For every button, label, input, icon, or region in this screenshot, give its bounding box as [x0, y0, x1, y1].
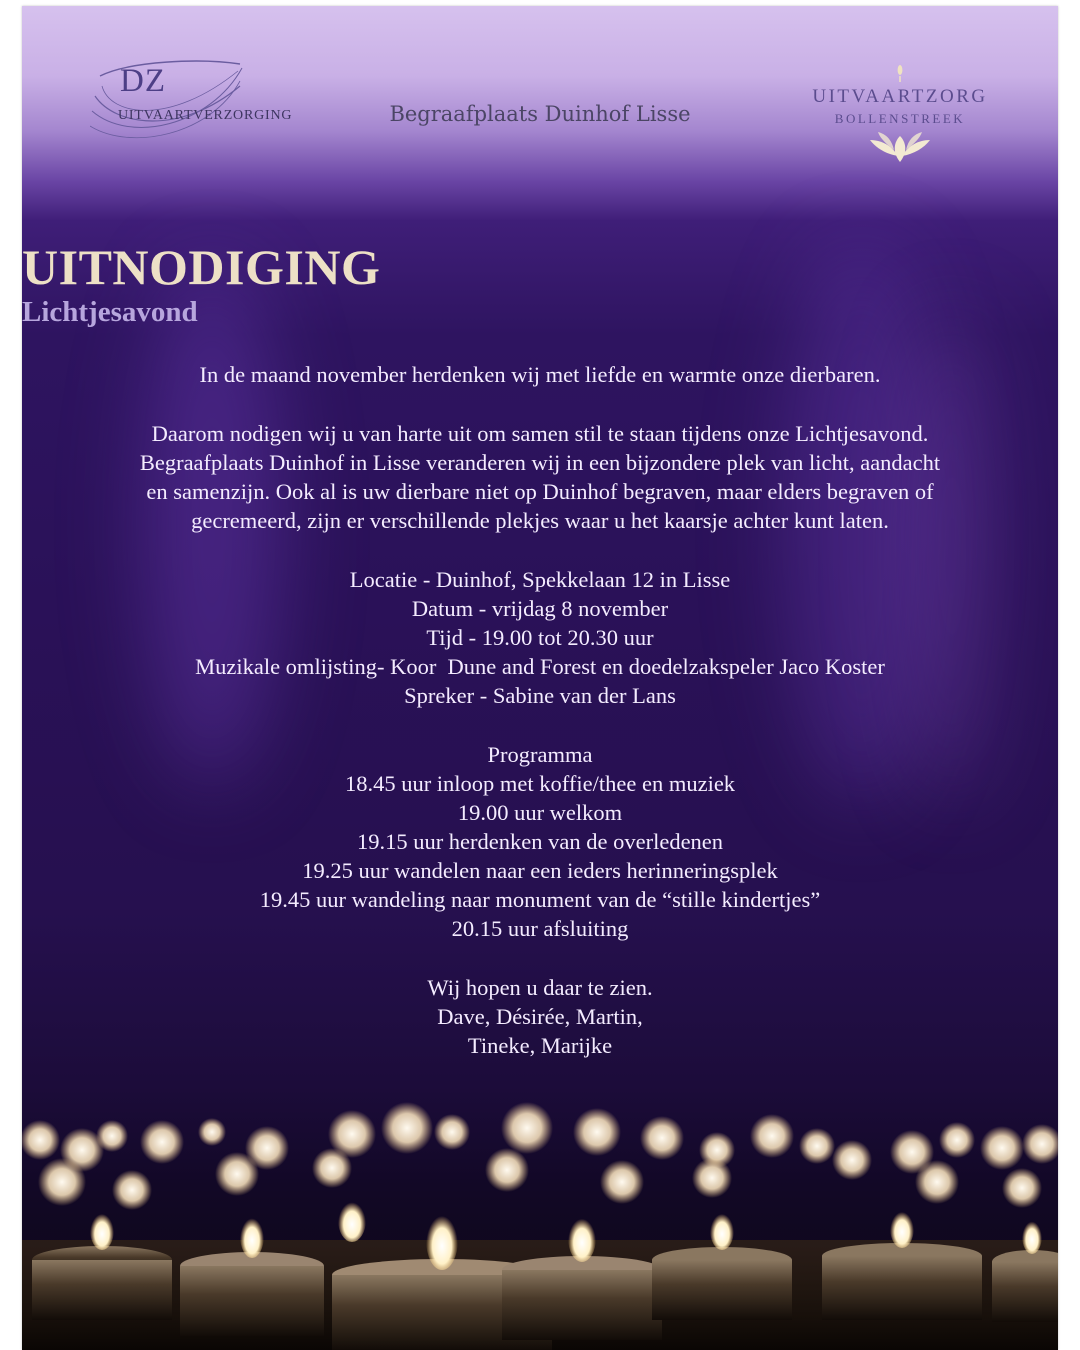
program-item: 19.25 uur wandelen naar een ieders herinneringsplek: [302, 858, 778, 883]
detail-speaker: Spreker - Sabine van der Lans: [404, 683, 676, 708]
closing-line: Wij hopen u daar te zien.: [427, 975, 653, 1000]
closing-signatures: Tineke, Marijke: [467, 1033, 613, 1058]
detail-music: Muzikale omlijsting- Koor Dune and Forest en doedelzakspeler Jaco Koster: [195, 654, 885, 679]
logo-left-name: UITVAARTVERZORGING: [118, 108, 293, 123]
program-item: 19.00 uur welkom: [457, 800, 623, 825]
body-line: Daarom nodigen wij u van harte uit om samen stil te staan tijdens onze Lichtjesavond.: [151, 421, 929, 446]
invitation-subtitle: Lichtjesavond: [22, 296, 198, 328]
body-line: Begraafplaats Duinhof in Lisse veranderen wij in een bijzondere plek van licht, aandacht: [139, 450, 941, 475]
body-line: en samenzijn. Ook al is uw dierbare niet op Duinhof begraven, maar elders begraven of: [146, 479, 934, 504]
uitvaartzorg-logo: [802, 62, 998, 172]
detail-time: Tijd - 19.00 tot 20.30 uur: [426, 625, 654, 650]
closing-signatures: Dave, Désirée, Martin,: [437, 1004, 643, 1029]
header: [22, 6, 1058, 176]
program-item: 20.15 uur afsluiting: [451, 916, 629, 941]
detail-date: Datum - vrijdag 8 november: [411, 596, 669, 621]
detail-location: Locatie - Duinhof, Spekkelaan 12 in Lisse: [349, 567, 731, 592]
flame-icon: [802, 62, 998, 86]
body-line: gecremeerd, zijn er verschillende plekjes waar u het kaarsje achter kunt laten.: [191, 508, 889, 533]
tealight-candles: [22, 1070, 1058, 1350]
dz-logo: [90, 56, 330, 146]
intro-text: In de maand november herdenken wij met liefde en warmte onze dierbaren.: [199, 362, 881, 387]
lotus-icon: [802, 128, 998, 168]
program-item: 18.45 uur inloop met koffie/thee en muziek: [344, 771, 736, 796]
logo-initials: DZ: [120, 63, 166, 99]
logo-right-name: UITVAARTZORG: [812, 86, 988, 107]
program-item: 19.45 uur wandeling naar monument van de “stille kindertjes”: [259, 887, 821, 912]
invitation-title: UITNODIGING: [22, 239, 381, 295]
logo-right-sub: BOLLENSTREEK: [834, 111, 966, 126]
logo-center-name: Begraafplaats Duinhof Lisse: [389, 102, 691, 126]
invitation-card: [22, 6, 1058, 1350]
program-heading: Programma: [487, 742, 593, 767]
program-item: 19.15 uur herdenken van de overledenen: [356, 829, 724, 854]
